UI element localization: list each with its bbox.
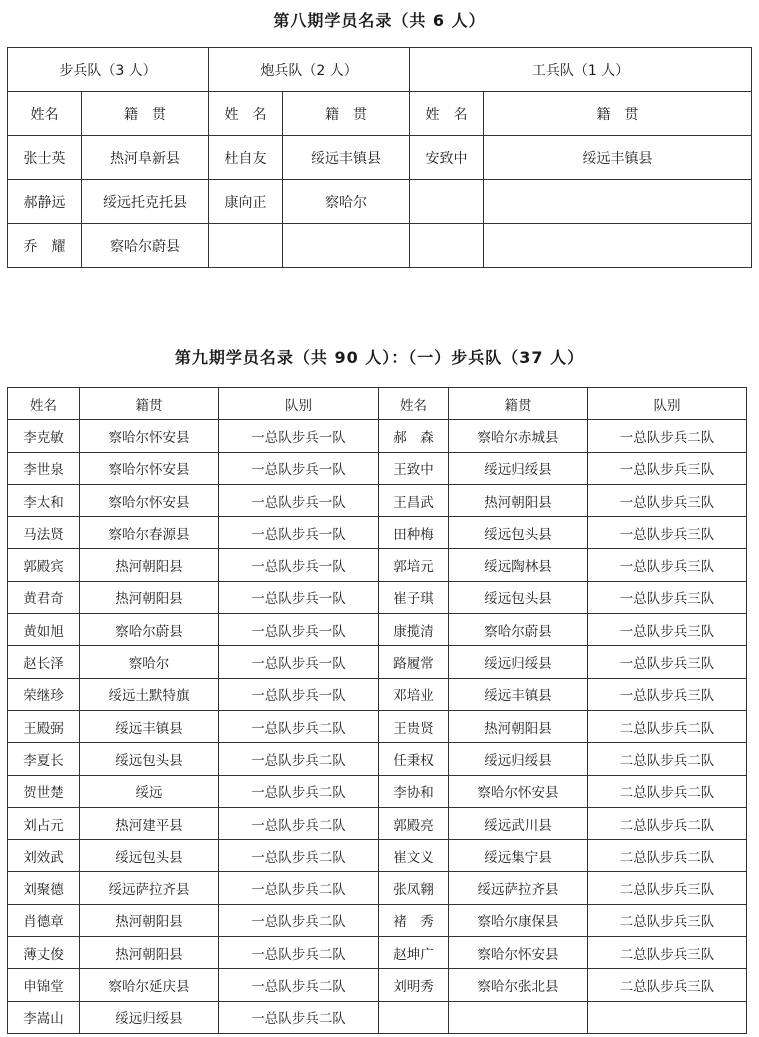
- table-cell: 察哈尔赤城县: [449, 420, 588, 452]
- column-header: 姓 名: [410, 92, 484, 136]
- table-cell: 刘占元: [8, 807, 80, 839]
- table-cell: 二总队步兵二队: [588, 840, 747, 872]
- table-cell: 一总队步兵一队: [219, 646, 379, 678]
- table-cell: [449, 1001, 588, 1033]
- table-row: [8, 1001, 747, 1033]
- table-cell: 二总队步兵二队: [588, 807, 747, 839]
- table-cell: 刘明秀: [379, 969, 449, 1001]
- group-header: 步兵队（3 人）: [8, 48, 209, 92]
- table-cell: 察哈尔怀安县: [80, 420, 219, 452]
- table-cell: 热河朝阳县: [449, 710, 588, 742]
- table-cell: 一总队步兵一队: [219, 549, 379, 581]
- table-row: [8, 840, 747, 872]
- table-cell: 李克敏: [8, 420, 80, 452]
- table-row: [8, 420, 747, 452]
- table-cell: 安致中: [410, 136, 484, 180]
- table-row: [8, 614, 747, 646]
- table-cell: 一总队步兵一队: [219, 581, 379, 613]
- table-cell: 热河朝阳县: [449, 484, 588, 516]
- table-cell: 刘聚德: [8, 872, 80, 904]
- table-row: [8, 807, 747, 839]
- column-header: 籍 贯: [484, 92, 752, 136]
- table-row: [8, 549, 747, 581]
- table-cell: 一总队步兵二队: [219, 775, 379, 807]
- table-cell: 绥远丰镇县: [484, 136, 752, 180]
- table-cell: 康揽清: [379, 614, 449, 646]
- table-cell: 察哈尔蔚县: [449, 614, 588, 646]
- table-row: [8, 180, 752, 224]
- table-cell: [410, 180, 484, 224]
- table-cell: 察哈尔怀安县: [80, 484, 219, 516]
- table-cell: 绥远归绥县: [449, 452, 588, 484]
- table-cell: 张凤翱: [379, 872, 449, 904]
- table-cell: [209, 224, 283, 268]
- table-cell: [410, 224, 484, 268]
- table-cell: 一总队步兵三队: [588, 646, 747, 678]
- table-cell: 二总队步兵三队: [588, 969, 747, 1001]
- table-cell: 郝 森: [379, 420, 449, 452]
- table-cell: 察哈尔怀安县: [80, 452, 219, 484]
- table-cell: 察哈尔: [80, 646, 219, 678]
- table-cell: 二总队步兵三队: [588, 904, 747, 936]
- section8-table: [7, 47, 752, 268]
- column-header: 姓名: [379, 388, 449, 420]
- table-cell: 绥远陶林县: [449, 549, 588, 581]
- table-cell: 崔文义: [379, 840, 449, 872]
- table-cell: 郭培元: [379, 549, 449, 581]
- section9-title: 第九期学员名录（共 90 人）：（一）步兵队（37 人）: [174, 348, 585, 367]
- table-cell: 二总队步兵三队: [588, 937, 747, 969]
- table-cell: 薄丈俊: [8, 937, 80, 969]
- table-cell: 一总队步兵二队: [219, 807, 379, 839]
- table-row: [8, 904, 747, 936]
- table-cell: 一总队步兵二队: [219, 872, 379, 904]
- table-cell: 肖德章: [8, 904, 80, 936]
- table-cell: 绥远归绥县: [80, 1001, 219, 1033]
- table-cell: 察哈尔蔚县: [82, 224, 209, 268]
- column-header: 姓 名: [209, 92, 283, 136]
- table-cell: 绥远土默特旗: [80, 678, 219, 710]
- table-cell: 王殿弼: [8, 710, 80, 742]
- group-header-row: [8, 48, 752, 92]
- group-header: 工兵队（1 人）: [410, 48, 752, 92]
- table-cell: 王昌武: [379, 484, 449, 516]
- table-cell: 郭殿宾: [8, 549, 80, 581]
- table-row: [8, 775, 747, 807]
- table-cell: 察哈尔春源县: [80, 517, 219, 549]
- table-cell: 一总队步兵一队: [219, 678, 379, 710]
- table-cell: 李夏长: [8, 743, 80, 775]
- table-cell: 二总队步兵二队: [588, 710, 747, 742]
- table-cell: 热河朝阳县: [80, 581, 219, 613]
- table-cell: 贺世楚: [8, 775, 80, 807]
- table-cell: 一总队步兵二队: [219, 937, 379, 969]
- table-cell: 崔子琪: [379, 581, 449, 613]
- column-header: 队别: [588, 388, 747, 420]
- table-cell: 杜自友: [209, 136, 283, 180]
- table-cell: 一总队步兵三队: [588, 517, 747, 549]
- table-cell: 郭殿亮: [379, 807, 449, 839]
- table-cell: 一总队步兵三队: [588, 678, 747, 710]
- table-cell: 察哈尔怀安县: [449, 775, 588, 807]
- column-header: 籍贯: [449, 388, 588, 420]
- table-row: [8, 484, 747, 516]
- table-cell: 热河朝阳县: [80, 549, 219, 581]
- table-cell: 邓培业: [379, 678, 449, 710]
- table-cell: 马法贤: [8, 517, 80, 549]
- table-cell: 赵长泽: [8, 646, 80, 678]
- table-row: [8, 452, 747, 484]
- table-cell: 康向正: [209, 180, 283, 224]
- column-header: 籍 贯: [283, 92, 410, 136]
- table-cell: 绥远萨拉齐县: [449, 872, 588, 904]
- table-cell: 绥远包头县: [449, 517, 588, 549]
- table-cell: 察哈尔康保县: [449, 904, 588, 936]
- table-cell: 乔 耀: [8, 224, 82, 268]
- table-cell: [588, 1001, 747, 1033]
- table-cell: 一总队步兵三队: [588, 484, 747, 516]
- table-cell: 一总队步兵二队: [219, 969, 379, 1001]
- table-cell: 一总队步兵一队: [219, 614, 379, 646]
- table-cell: 田种梅: [379, 517, 449, 549]
- table-cell: 绥远归绥县: [449, 743, 588, 775]
- table-cell: 一总队步兵三队: [588, 581, 747, 613]
- table-cell: 一总队步兵二队: [588, 420, 747, 452]
- table-cell: 热河建平县: [80, 807, 219, 839]
- table-cell: 一总队步兵三队: [588, 452, 747, 484]
- table-cell: 绥远托克托县: [82, 180, 209, 224]
- group-header: 炮兵队（2 人）: [209, 48, 410, 92]
- table-cell: 绥远包头县: [80, 840, 219, 872]
- table-cell: [484, 180, 752, 224]
- table-cell: 察哈尔延庆县: [80, 969, 219, 1001]
- section8-title: 第八期学员名录（共 6 人）: [273, 11, 486, 30]
- table-cell: 热河阜新县: [82, 136, 209, 180]
- column-header-row: [8, 388, 747, 420]
- section9-table: [7, 387, 747, 1034]
- table-cell: 郝静远: [8, 180, 82, 224]
- table-cell: 一总队步兵三队: [588, 614, 747, 646]
- table-cell: 李太和: [8, 484, 80, 516]
- column-header: 姓名: [8, 92, 82, 136]
- table-cell: 二总队步兵二队: [588, 775, 747, 807]
- table-cell: 荣继珍: [8, 678, 80, 710]
- table-cell: 绥远萨拉齐县: [80, 872, 219, 904]
- table-cell: 申锦堂: [8, 969, 80, 1001]
- table-cell: 绥远包头县: [449, 581, 588, 613]
- table-cell: [484, 224, 752, 268]
- table-row: [8, 224, 752, 268]
- table-row: [8, 743, 747, 775]
- table-cell: 一总队步兵二队: [219, 1001, 379, 1033]
- table-cell: 一总队步兵二队: [219, 710, 379, 742]
- table-cell: 王致中: [379, 452, 449, 484]
- table-cell: 热河朝阳县: [80, 904, 219, 936]
- table-cell: 一总队步兵一队: [219, 452, 379, 484]
- table-cell: 任秉权: [379, 743, 449, 775]
- column-header: 队别: [219, 388, 379, 420]
- table-cell: 一总队步兵二队: [219, 904, 379, 936]
- table-row: [8, 646, 747, 678]
- table-cell: 李协和: [379, 775, 449, 807]
- table-cell: 路履常: [379, 646, 449, 678]
- table-row: [8, 969, 747, 1001]
- table-cell: 一总队步兵一队: [219, 484, 379, 516]
- table-cell: 黄君奇: [8, 581, 80, 613]
- table-row: [8, 136, 752, 180]
- table-cell: 绥远: [80, 775, 219, 807]
- table-row: [8, 517, 747, 549]
- table-cell: [283, 224, 410, 268]
- table-cell: 察哈尔蔚县: [80, 614, 219, 646]
- table-cell: 察哈尔怀安县: [449, 937, 588, 969]
- table-cell: 二总队步兵二队: [588, 743, 747, 775]
- table-cell: 黄如旭: [8, 614, 80, 646]
- table-cell: 张士英: [8, 136, 82, 180]
- table-cell: 绥远丰镇县: [80, 710, 219, 742]
- table-cell: 察哈尔张北县: [449, 969, 588, 1001]
- table-cell: 王贵贤: [379, 710, 449, 742]
- table-cell: 褚 秀: [379, 904, 449, 936]
- table-cell: 察哈尔: [283, 180, 410, 224]
- table-cell: 赵坤广: [379, 937, 449, 969]
- column-header: 姓名: [8, 388, 80, 420]
- table-row: [8, 872, 747, 904]
- table-cell: 一总队步兵一队: [219, 420, 379, 452]
- table-cell: 绥远武川县: [449, 807, 588, 839]
- table-cell: [379, 1001, 449, 1033]
- table-cell: 一总队步兵三队: [588, 549, 747, 581]
- table-row: [8, 937, 747, 969]
- table-cell: 绥远丰镇县: [449, 678, 588, 710]
- table-cell: 一总队步兵二队: [219, 743, 379, 775]
- table-cell: 绥远归绥县: [449, 646, 588, 678]
- column-header: 籍 贯: [82, 92, 209, 136]
- table-row: [8, 581, 747, 613]
- table-cell: 刘效武: [8, 840, 80, 872]
- table-row: [8, 710, 747, 742]
- table-cell: 李嵩山: [8, 1001, 80, 1033]
- table-cell: 李世泉: [8, 452, 80, 484]
- table-cell: 绥远丰镇县: [283, 136, 410, 180]
- table-cell: 绥远集宁县: [449, 840, 588, 872]
- table-cell: 绥远包头县: [80, 743, 219, 775]
- table-cell: 热河朝阳县: [80, 937, 219, 969]
- column-header: 籍贯: [80, 388, 219, 420]
- table-cell: 一总队步兵一队: [219, 517, 379, 549]
- column-header-row: [8, 92, 752, 136]
- table-cell: 一总队步兵二队: [219, 840, 379, 872]
- table-row: [8, 678, 747, 710]
- table-cell: 二总队步兵三队: [588, 872, 747, 904]
